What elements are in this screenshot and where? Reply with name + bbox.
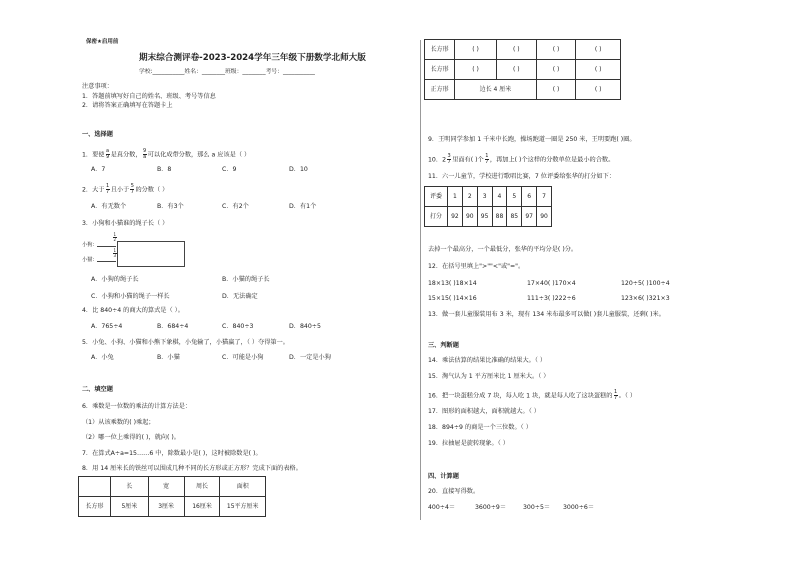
q5-option-d: D．一定是小狗 xyxy=(289,354,331,361)
q2-option-b: B．有3个 xyxy=(157,203,184,210)
q3-option-b: B．小猫的绳子长 xyxy=(222,276,270,283)
table-header-cell xyxy=(79,477,111,497)
score-cell: 92 xyxy=(448,207,463,227)
calc-item: 3000÷6＝ xyxy=(563,504,595,511)
score-header-cell: 6 xyxy=(522,187,537,207)
question-13: 13．做一套儿童服装用布 3 米，现有 134 米布最多可以做( )套儿童服装，还剩( )米。 xyxy=(428,311,665,318)
question-9: 9．王明同学参加 1 千米中长跑，操场跑道一圈是 250 米，王明要跑( )圈。 xyxy=(428,136,636,143)
table-cell: 3厘米 xyxy=(148,497,184,517)
dog-label: 小狗： xyxy=(82,242,98,248)
score-header-cell: 1 xyxy=(448,187,463,207)
question-1: 1．要使 $\frac{a}{9}$ 是真分数， $\frac{9}{a}$ 可以化成带分数，那么 a 应该是（ ） xyxy=(82,148,251,160)
score-header-cell: 评委 xyxy=(425,187,448,207)
table-cell: ( ) xyxy=(576,60,621,80)
fraction: $\frac{1}{7}$ xyxy=(485,153,489,165)
calc-item: 3600÷9＝ xyxy=(475,504,507,511)
table-header-cell: 宽 xyxy=(148,477,184,497)
q2-option-d: D．有1个 xyxy=(289,203,317,210)
table-header-cell: 面积 xyxy=(220,477,266,497)
q4-option-a: A．765÷4 xyxy=(91,323,123,330)
cat-label: 小猫： xyxy=(82,257,98,263)
table-cell: 长方形 xyxy=(425,60,455,80)
note-2: 2．请将答案正确填写在答题卡上 xyxy=(82,102,173,109)
question-8: 8．用 14 厘米长的铁丝可以围成几种不同的长方形或正方形？完成下面的表格。 xyxy=(82,465,302,472)
question-17: 17．图形的面积越大，面积就越大。（ ） xyxy=(428,408,540,415)
score-cell: 85 xyxy=(507,207,522,227)
table-cell: ( ) xyxy=(455,40,497,60)
question-15: 15．淘气认为 1 平方厘米比 1 厘米大。（ ） xyxy=(428,373,550,380)
table-cell: ( ) xyxy=(576,80,621,100)
score-cell: 95 xyxy=(477,207,492,227)
q2-option-c: C．有2个 xyxy=(222,203,249,210)
fraction: $\frac{9}{a}$ xyxy=(143,148,147,160)
page-title: 期末综合测评卷-2023-2024学年三年级下册数学北师大版 xyxy=(139,53,366,63)
score-cell: 90 xyxy=(462,207,477,227)
score-cell: 97 xyxy=(522,207,537,227)
question-6: 6．乘数是一位数的乘法的计算方法是： xyxy=(82,403,192,410)
q5-option-a: A．小兔 xyxy=(91,354,114,361)
compare-item: 15×15( )14×16 xyxy=(428,295,477,302)
score-header-cell: 2 xyxy=(462,187,477,207)
table-cell: 正方形 xyxy=(425,80,455,100)
rope-box xyxy=(117,241,185,267)
q3-option-c: C．小狗和小猫的绳子一样长 xyxy=(91,293,170,300)
table-cell: 长方形 xyxy=(79,497,111,517)
table-cell: ( ) xyxy=(536,40,576,60)
dog-rope-line xyxy=(97,246,116,247)
score-header-cell: 3 xyxy=(477,187,492,207)
question-11b: 去掉一个最高分，一个最低分，张华的平均分是( )分。 xyxy=(428,246,578,253)
confidential-label: 保密★启用前 xyxy=(86,39,119,45)
section-1-heading: 一、选择题 xyxy=(82,131,113,138)
note-1: 1．答题前填写好自己的姓名、班级、考号等信息 xyxy=(82,93,216,100)
continued-rectangle-table xyxy=(424,39,621,100)
fraction: $\frac{3}{7}$ xyxy=(447,153,451,165)
score-header-cell: 4 xyxy=(492,187,507,207)
table-header-cell: 周长 xyxy=(184,477,220,497)
info-line: 学校:___________姓名：________班级：________考号：___________ xyxy=(139,69,315,75)
score-header-cell: 7 xyxy=(537,187,552,207)
table-cell: ( ) xyxy=(496,60,536,80)
cat-rope-fraction: $\frac{1}{3}$ xyxy=(113,248,117,258)
fraction: $\frac{a}{9}$ xyxy=(105,148,110,160)
q1-option-a: A．7 xyxy=(91,166,106,173)
question-10: 10．2 $\frac{3}{7}$ 里面有( )个 $\frac{1}{7}$ ，再加上( )个这样的分数单位是最小的合数。 xyxy=(428,153,615,165)
q4-option-c: C．840÷3 xyxy=(222,323,254,330)
question-6a: （1）从该乘数的( )乘起； xyxy=(82,419,155,426)
table-cell: ( ) xyxy=(496,40,536,60)
q4-option-d: D．840÷5 xyxy=(289,323,321,330)
question-2: 2．大于 $\frac{1}{7}$ 且小于 $\frac{5}{7}$ 的分数（ ） xyxy=(82,183,169,195)
compare-item: 120÷5( )100÷4 xyxy=(621,280,670,287)
table-cell: ( ) xyxy=(576,40,621,60)
question-6b: （2）哪一位上乘得的( )，就向( )。 xyxy=(82,434,180,441)
table-cell: 16厘米 xyxy=(184,497,220,517)
question-16: 16．把一块蛋糕分成 7 块，每人吃 1 块，就是每人吃了这块蛋糕的 $\frac{1}{7}$ 。（ ） xyxy=(428,389,637,401)
table-cell: 15平方厘米 xyxy=(220,497,266,517)
table-cell: ( ) xyxy=(455,60,497,80)
cat-rope-line xyxy=(97,261,116,262)
question-19: 19．拉抽屉是旋转现象。（ ） xyxy=(428,440,509,447)
table-header-cell: 长 xyxy=(110,477,148,497)
question-4: 4．比 840÷4 的商大的算式是（ ）。 xyxy=(82,307,184,314)
score-cell: 打分 xyxy=(425,207,448,227)
table-cell: ( ) xyxy=(536,80,576,100)
table-cell: 5厘米 xyxy=(110,497,148,517)
score-cell: 88 xyxy=(492,207,507,227)
compare-item: 111÷3( )222÷6 xyxy=(527,295,576,302)
table-cell: ( ) xyxy=(536,60,576,80)
q5-option-b: B．小猫 xyxy=(157,354,180,361)
score-table xyxy=(424,186,552,227)
question-18: 18．894÷9 的商是一个三位数。（ ） xyxy=(428,424,532,431)
question-11: 11．六一儿童节，学校进行歌唱比赛，7 位评委给张华的打分如下： xyxy=(428,173,616,180)
q3-option-a: A．小狗的绳子长 xyxy=(91,276,139,283)
rectangle-table xyxy=(78,476,266,517)
fraction: $\frac{5}{7}$ xyxy=(130,183,134,195)
fraction: $\frac{1}{7}$ xyxy=(106,183,110,195)
q2-option-a: A．有无数个 xyxy=(91,203,127,210)
question-12: 12．在括号里填上">""<"或"="。 xyxy=(428,263,525,270)
q1-option-c: C．9 xyxy=(222,166,237,173)
q1-option-b: B．8 xyxy=(157,166,172,173)
q5-option-c: C．可能是小狗 xyxy=(222,354,264,361)
section-4-heading: 四、计算题 xyxy=(428,473,459,480)
question-20: 20．直接写得数。 xyxy=(428,488,480,495)
compare-item: 17×40( )170×4 xyxy=(527,280,576,287)
question-5: 5．小兔、小狗、小猫和小熊下象棋，小兔输了，小猫赢了，（ ）夺得第一。 xyxy=(82,339,289,346)
question-7: 7．在算式A÷a=15……6 中，除数最小是( )，这时被除数是( )。 xyxy=(82,450,262,457)
calc-item: 400÷4＝ xyxy=(428,504,456,511)
q1-option-d: D．10 xyxy=(289,166,308,173)
compare-item: 18×13( )18×14 xyxy=(428,280,477,287)
score-header-cell: 5 xyxy=(507,187,522,207)
section-3-heading: 三、判断题 xyxy=(428,342,459,349)
compare-item: 123×6( )321×3 xyxy=(621,295,670,302)
dog-rope-fraction: $\frac{1}{2}$ xyxy=(113,232,117,242)
table-cell: 边长 4 厘米 xyxy=(455,80,536,100)
q4-option-b: B．684÷4 xyxy=(157,323,189,330)
fraction: $\frac{1}{7}$ xyxy=(614,389,618,401)
section-2-heading: 二、填空题 xyxy=(82,386,113,393)
score-cell: 90 xyxy=(537,207,552,227)
notes-heading: 注意事项： xyxy=(82,83,113,90)
q3-option-d: D．无法确定 xyxy=(222,293,258,300)
question-14: 14．乘法估算的结果比准确的结果大。（ ） xyxy=(428,357,547,364)
table-cell: 长方形 xyxy=(425,40,455,60)
question-3: 3．小狗和小猫谁的绳子长（ ） xyxy=(82,220,169,227)
calc-item: 300÷5＝ xyxy=(523,504,551,511)
column-divider xyxy=(420,40,421,520)
